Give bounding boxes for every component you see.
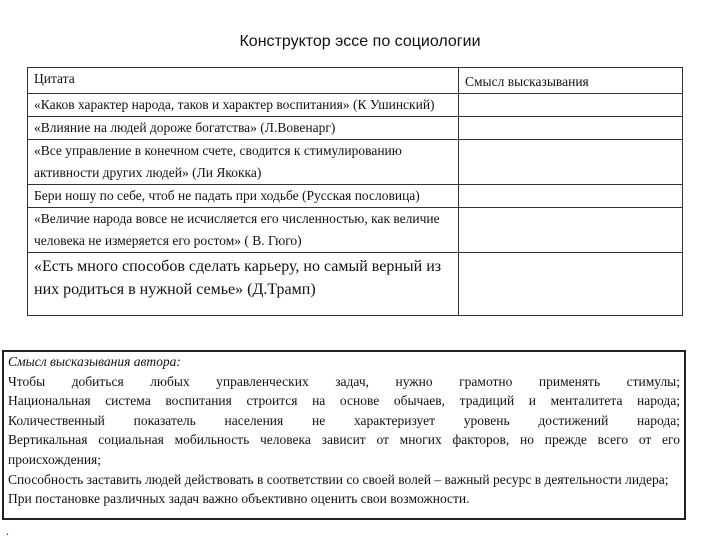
quote-cell: «Каков характер народа, таков и характер воспитания» (К Ушинский) — [28, 94, 459, 117]
answer-item: Способность заставить людей действовать в соответствии со своей волей – важный ресурс в деятельности лидера; — [8, 471, 669, 487]
page-title: Конструктор эссе по социологии — [239, 33, 481, 50]
quotes-table — [27, 67, 683, 316]
header-meaning: Смысл высказывания — [459, 68, 683, 94]
table-row — [28, 185, 683, 208]
quote-cell: «Влияние на людей дороже богатства» (Л.Вовенарг) — [28, 117, 459, 140]
footer-mark: . — [6, 524, 9, 538]
answer-item: Национальная система воспитания строится на основе обычаев, традиций и менталитета народа; — [8, 393, 680, 409]
answer-item: Чтобы добиться любых управленческих задач, нужно грамотно применять стимулы; — [8, 373, 680, 389]
table-row — [28, 117, 683, 140]
quote-cell: «Есть много способов сделать карьеру, но самый верный из них родиться в нужной семье» (Д.Трамп) — [28, 253, 459, 316]
table-header-row — [28, 68, 683, 94]
answer-item: Вертикальная социальная мобильность человека зависит от многих факторов, но прежде всего от его происхождения; — [8, 432, 680, 467]
quote-cell: «Все управление в конечном счете, сводится к стимулированию активности других людей» (Ли Якокка) — [28, 140, 459, 185]
meaning-cell[interactable] — [459, 140, 683, 185]
meaning-cell[interactable] — [459, 185, 683, 208]
meaning-cell[interactable] — [459, 117, 683, 140]
meaning-cell[interactable] — [459, 253, 683, 316]
meaning-cell[interactable] — [459, 94, 683, 117]
meaning-cell[interactable] — [459, 208, 683, 253]
answers-heading: Смысл высказывания автора: — [8, 354, 181, 369]
table-row — [28, 140, 683, 185]
answers-box — [2, 350, 686, 520]
answer-item: При постановке различных задач важно объективно оценить свои возможности. — [8, 491, 470, 507]
quote-cell: Бери ношу по себе, чтоб не падать при ходьбе (Русская пословица) — [28, 185, 459, 208]
answer-item: Количественный показатель населения не характеризует уровень достижений народа; — [8, 412, 680, 428]
table-row — [28, 94, 683, 117]
table-row — [28, 253, 683, 316]
quote-cell: «Величие народа вовсе не исчисляется его численностью, как величие человека не измеряется его ростом» ( В. Гюго) — [28, 208, 459, 253]
header-quote: Цитата — [28, 68, 459, 94]
table-row — [28, 208, 683, 253]
